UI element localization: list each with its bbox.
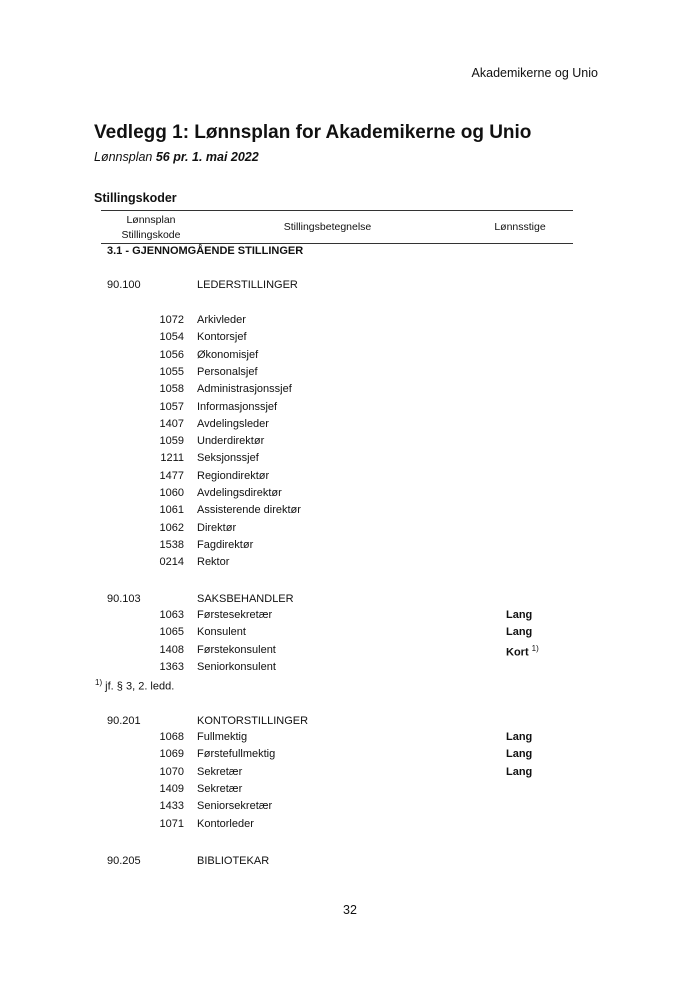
- position-code: 1407: [159, 417, 184, 430]
- table-top-rule: [101, 210, 573, 211]
- position-title: Kontorleder: [197, 817, 254, 830]
- position-code: 1477: [159, 469, 184, 482]
- position-code: 1055: [159, 365, 184, 378]
- position-code: 1363: [159, 660, 184, 673]
- position-code: 1433: [159, 800, 184, 813]
- table-header-rule: [101, 243, 573, 244]
- group-code: 90.201: [107, 715, 141, 727]
- page-subtitle: [94, 150, 259, 164]
- position-title: Arkivleder: [197, 314, 246, 326]
- col-header-lonnsstige: Lønnsstige: [494, 221, 546, 233]
- position-title: Assisterende direktør: [197, 504, 301, 517]
- position-code: 0214: [159, 556, 184, 569]
- salary-ladder-value: Lang: [506, 748, 533, 761]
- page-number: 32: [343, 903, 357, 917]
- position-code: 1069: [159, 748, 184, 761]
- position-title: Sekretær: [197, 782, 243, 795]
- position-code: 1409: [159, 782, 184, 795]
- position-title: Førstekonsulent: [197, 643, 276, 656]
- position-code: 1056: [159, 348, 184, 361]
- footnote-mark: 1): [95, 678, 103, 688]
- position-title: Seksjonssjef: [197, 452, 259, 465]
- position-title: Avdelingsleder: [197, 417, 269, 430]
- salary-ladder: [506, 731, 532, 743]
- footnote-text: jf. § 3, 2. ledd.: [102, 680, 175, 693]
- category-heading: 3.1 - GJENNOMGÅENDE STILLINGER: [107, 245, 304, 257]
- subtitle-date: 56 pr. 1. mai 2022: [155, 150, 259, 164]
- group-code: 90.100: [107, 279, 141, 291]
- position-title: Avdelingsdirektør: [197, 487, 282, 499]
- position-title: Fullmektig: [197, 731, 248, 743]
- position-title: Administrasjonssjef: [197, 383, 292, 396]
- salary-ladder-value: Lang: [506, 626, 533, 639]
- subtitle-prefix: Lønnsplan: [94, 150, 156, 164]
- position-title: Seniorkonsulent: [197, 660, 276, 673]
- position-code: 1062: [159, 521, 184, 534]
- position-title: Førstesekretær: [197, 609, 273, 621]
- position-title: Kontorsjef: [197, 331, 247, 344]
- group-code: 90.103: [107, 593, 141, 605]
- position-code: 1211: [160, 452, 184, 465]
- col-header-stillingsbetegnelse: Stillingsbetegnelse: [283, 221, 372, 233]
- footnote: [95, 678, 174, 693]
- salary-ladder-value: Kort: [506, 646, 529, 659]
- group-name: LEDERSTILLINGER: [197, 279, 298, 291]
- group-name: BIBLIOTEKAR: [197, 855, 270, 867]
- salary-ladder: [506, 626, 532, 638]
- salary-ladder: [506, 748, 532, 760]
- position-code: 1408: [159, 643, 184, 656]
- position-code: 1060: [159, 487, 184, 499]
- group-name: SAKSBEHANDLER: [197, 593, 294, 605]
- group-code: 90.205: [107, 855, 141, 867]
- salary-ladder: [506, 609, 532, 621]
- page-title: Vedlegg 1: Lønnsplan for Akademikerne og Unio: [94, 122, 532, 143]
- position-title: Økonomisjef: [197, 348, 259, 361]
- position-title: Seniorsekretær: [197, 800, 273, 813]
- position-title: Fagdirektør: [197, 538, 254, 551]
- footnote-ref: 1): [531, 643, 539, 653]
- position-code: 1538: [159, 538, 184, 551]
- position-title: Førstefullmektig: [197, 748, 276, 761]
- salary-ladder-value: Lang: [506, 609, 533, 621]
- position-code: 1059: [159, 435, 184, 448]
- group-name: KONTORSTILLINGER: [197, 715, 309, 727]
- position-code: 1058: [159, 383, 184, 396]
- position-title: Direktør: [197, 521, 237, 534]
- col-header-lonnsplan: Lønnsplan: [126, 214, 176, 226]
- position-code: 1072: [159, 314, 184, 326]
- position-title: Konsulent: [197, 626, 246, 639]
- position-title: Informasjonssjef: [197, 400, 278, 413]
- position-code: 1063: [159, 609, 184, 621]
- position-code: 1070: [159, 765, 184, 778]
- position-code: 1061: [159, 504, 184, 517]
- position-code: 1065: [159, 626, 184, 639]
- position-code: 1068: [159, 731, 184, 743]
- position-code: 1057: [159, 400, 184, 413]
- col-header-stillingskode: Stillingskode: [121, 229, 181, 241]
- position-title: Sekretær: [197, 765, 243, 778]
- salary-ladder: [506, 766, 532, 778]
- position-title: Personalsjef: [197, 365, 258, 378]
- position-title: Regiondirektør: [197, 469, 270, 482]
- position-code: 1071: [159, 817, 184, 830]
- salary-ladder-value: Lang: [506, 765, 533, 778]
- position-title: Rektor: [197, 556, 230, 569]
- position-code: 1054: [159, 331, 184, 344]
- running-header: Akademikerne og Unio: [471, 66, 598, 80]
- salary-ladder: [506, 644, 539, 659]
- position-title: Underdirektør: [197, 435, 265, 448]
- section-heading: Stillingskoder: [94, 191, 177, 205]
- salary-ladder-value: Lang: [506, 731, 533, 743]
